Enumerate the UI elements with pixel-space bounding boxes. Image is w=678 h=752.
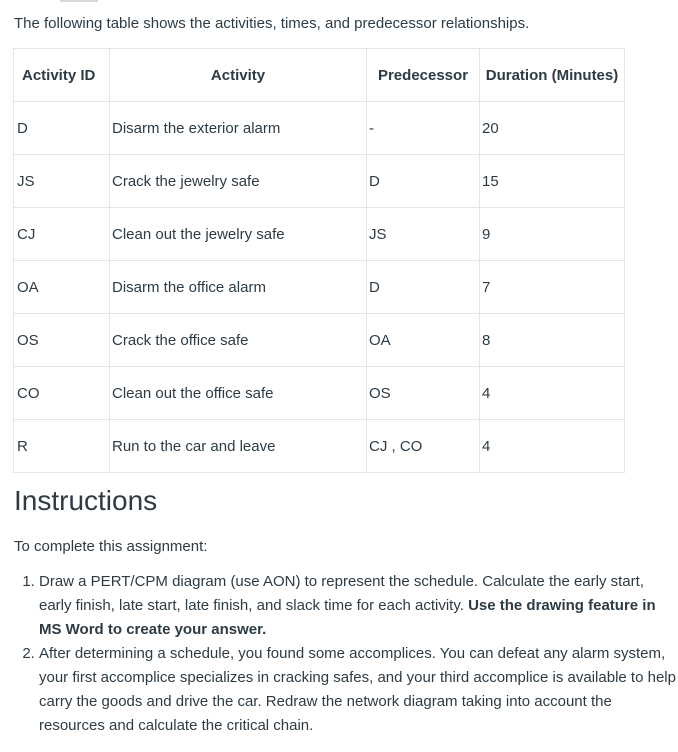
instructions-lead: To complete this assignment: — [14, 538, 208, 555]
instruction-text: Draw a PERT/CPM diagram (use AON) to represent the schedule. Calculate the early start, early finish, late start, late finish, and slack time for each activity. — [39, 573, 644, 614]
cell-id: R — [14, 420, 110, 473]
table-row — [14, 261, 625, 314]
cell-activity: Disarm the office alarm — [110, 261, 367, 314]
header-predecessor: Predecessor — [367, 49, 480, 102]
cell-id: D — [14, 102, 110, 155]
cell-id: CO — [14, 367, 110, 420]
table-row — [14, 314, 625, 367]
cell-duration: 9 — [480, 208, 625, 261]
instructions-heading: Instructions — [14, 485, 158, 516]
cell-activity: Crack the jewelry safe — [110, 155, 367, 208]
instruction-item — [39, 570, 676, 642]
top-edge-divider — [60, 0, 98, 2]
instruction-item — [39, 642, 676, 738]
table-row — [14, 155, 625, 208]
table-row — [14, 367, 625, 420]
cell-predecessor: OS — [367, 367, 480, 420]
cell-predecessor: D — [367, 261, 480, 314]
cell-id: JS — [14, 155, 110, 208]
cell-activity: Run to the car and leave — [110, 420, 367, 473]
instruction-bold-text: Use the drawing feature in MS Word to create your answer. — [39, 597, 656, 638]
activity-table — [13, 48, 625, 473]
cell-duration: 4 — [480, 420, 625, 473]
table-row — [14, 208, 625, 261]
cell-predecessor: OA — [367, 314, 480, 367]
header-activity-id: Activity ID — [14, 49, 110, 102]
cell-activity: Clean out the jewelry safe — [110, 208, 367, 261]
cell-activity: Disarm the exterior alarm — [110, 102, 367, 155]
cell-duration: 20 — [480, 102, 625, 155]
cell-predecessor: - — [367, 102, 480, 155]
instruction-text: After determining a schedule, you found some accomplices. You can defeat any alarm system, your first accomplice specializes in cracking safes, and your third accomplice is available to help carry the goods and drive the car. Redraw the network diagram taking into account the resources and calculate the critical chain. — [39, 645, 676, 734]
cell-duration: 4 — [480, 367, 625, 420]
header-activity: Activity — [110, 49, 367, 102]
cell-predecessor: JS — [367, 208, 480, 261]
instructions-list — [14, 570, 676, 738]
cell-predecessor: D — [367, 155, 480, 208]
cell-activity: Clean out the office safe — [110, 367, 367, 420]
table-row — [14, 420, 625, 473]
table-header-row — [14, 49, 625, 102]
cell-duration: 7 — [480, 261, 625, 314]
cell-id: OA — [14, 261, 110, 314]
cell-duration: 8 — [480, 314, 625, 367]
cell-activity: Crack the office safe — [110, 314, 367, 367]
cell-duration: 15 — [480, 155, 625, 208]
table-row — [14, 102, 625, 155]
cell-id: CJ — [14, 208, 110, 261]
cell-id: OS — [14, 314, 110, 367]
cell-predecessor: CJ , CO — [367, 420, 480, 473]
intro-text: The following table shows the activities, times, and predecessor relationships. — [14, 15, 530, 32]
header-duration: Duration (Minutes) — [480, 49, 625, 102]
